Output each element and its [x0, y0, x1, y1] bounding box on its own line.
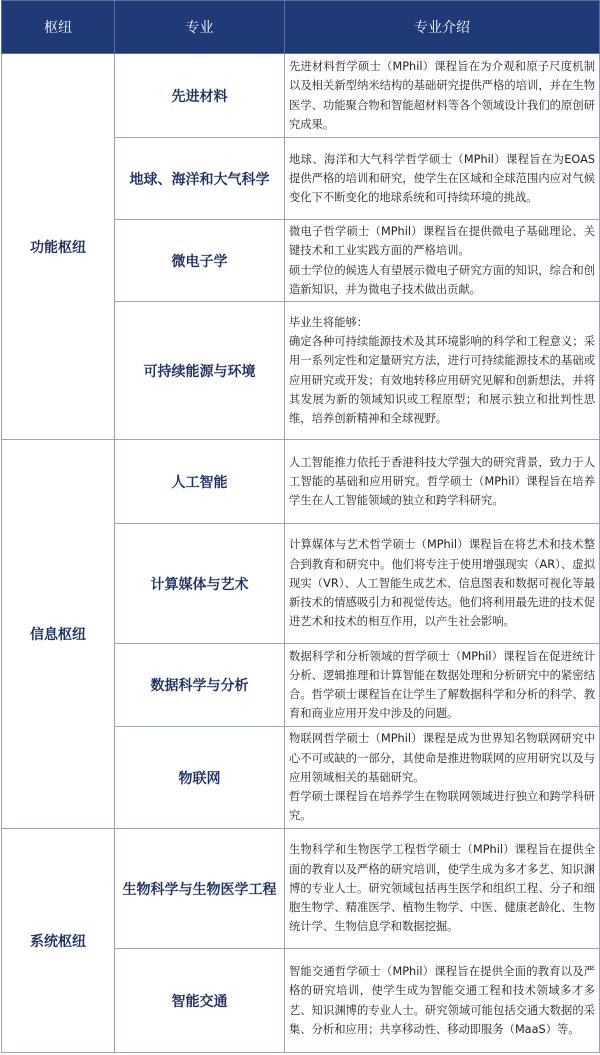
- description-cell: 地球、海洋和大气科学哲学硕士（MPhil）课程旨在为EOAS提供严格的培训和研究，使学生在区域和全球范围内应对气候变化下不断变化的地球系统和可持续环境的挑战。: [285, 138, 600, 220]
- description-cell: 毕业生将能够： 确定各种可持续能源技术及其环境影响的科学和工程意义；采用一系列定性和定量研究方法，进行可持续能源技术的基础或应用研究或开发；有效地转移应用研究见解和创新想法，并将其发展为新的领域知识或工程原型；和展示独立和批判性思维，培养创新精神和全球视野。: [285, 302, 600, 440]
- table-row: [2, 54, 600, 138]
- description-cell: 计算媒体与艺术哲学硕士（MPhil）课程旨在将艺术和技术整合到教育和研究中。他们将专注于使用增强现实（AR）、虚拟现实（VR）、人工智能生成艺术、信息图表和数据可视化等最新技术的情感吸引力和视觉传达。他们将利用最先进的技术促进艺术和技术的相互作用，以产生社会影响。: [285, 524, 600, 644]
- major-cell: 物联网: [115, 727, 285, 829]
- description-cell: 先进材料哲学硕士（MPhil）课程旨在为介观和原子尺度机制以及相关新型纳米结构的基础研究提供严格的培训，并在生物医学、功能聚合物和智能超材料等各个领域设计我们的原创研究成果。: [285, 54, 600, 138]
- description-cell: 智能交通哲学硕士（MPhil）课程旨在提供全面的教育以及严格的研究培训，使学生成为智能交通工程和技术领域多才多艺、知识渊博的专业人士。研究领域可能包括交通大数据的采集、分析和应用；共享移动性、移动即服务（MaaS）等。: [285, 949, 600, 1053]
- major-cell: 数据科学与分析: [115, 644, 285, 727]
- major-cell: 智能交通: [115, 949, 285, 1053]
- major-cell: 生物科学与生物医学工程: [115, 829, 285, 949]
- hub-cell-function: 功能枢纽: [2, 54, 115, 440]
- description-cell: 微电子哲学硕士（MPhil）课程旨在提供微电子基础理论、关键技术和工业实践方面的严格培训。 硕士学位的候选人有望展示微电子研究方面的知识，综合和创造新知识，并为微电子技术做出贡献。: [285, 220, 600, 302]
- hub-cell-systems: 系统枢纽: [2, 829, 115, 1053]
- table-row: [2, 440, 600, 524]
- table-row: [2, 829, 600, 949]
- hub-cell-information: 信息枢纽: [2, 440, 115, 829]
- header-intro: 专业介绍: [285, 1, 600, 54]
- description-cell: 数据科学和分析领域的哲学硕士（MPhil）课程旨在促进统计分析、逻辑推理和计算智能在数据处理和分析研究中的紧密结合。哲学硕士课程旨在让学生了解数据科学和分析的科学、教育和商业应用开发中涉及的问题。: [285, 644, 600, 727]
- description-cell: 人工智能推力依托于香港科技大学强大的研究背景，致力于人工智能的基础和应用研究。哲学硕士（MPhil）课程旨在培养学生在人工智能领域的独立和跨学科研究。: [285, 440, 600, 524]
- major-cell: 地球、海洋和大气科学: [115, 138, 285, 220]
- major-cell: 可持续能源与环境: [115, 302, 285, 440]
- major-cell: 人工智能: [115, 440, 285, 524]
- major-cell: 先进材料: [115, 54, 285, 138]
- table-header-row: [2, 1, 600, 54]
- description-cell: 物联网哲学硕士（MPhil）课程是成为世界知名物联网研究中心不可或缺的一部分，其使命是推进物联网的应用研究以及与应用领域相关的基础研究。 哲学硕士课程旨在培养学生在物联网领域进行独立和跨学科研究。: [285, 727, 600, 829]
- major-cell: 微电子学: [115, 220, 285, 302]
- header-hub: 枢纽: [2, 1, 115, 54]
- programs-table: [1, 0, 600, 1053]
- major-cell: 计算媒体与艺术: [115, 524, 285, 644]
- header-major: 专业: [115, 1, 285, 54]
- description-cell: 生物科学和生物医学工程哲学硕士（MPhil）课程旨在提供全面的教育以及严格的研究培训，使学生成为多才多艺、知识渊博的专业人士。研究领域包括再生医学和组织工程、分子和细胞生物学、精准医学、植物生物学、中医、健康老龄化、生物统计学、生物信息学和数据挖掘。: [285, 829, 600, 949]
